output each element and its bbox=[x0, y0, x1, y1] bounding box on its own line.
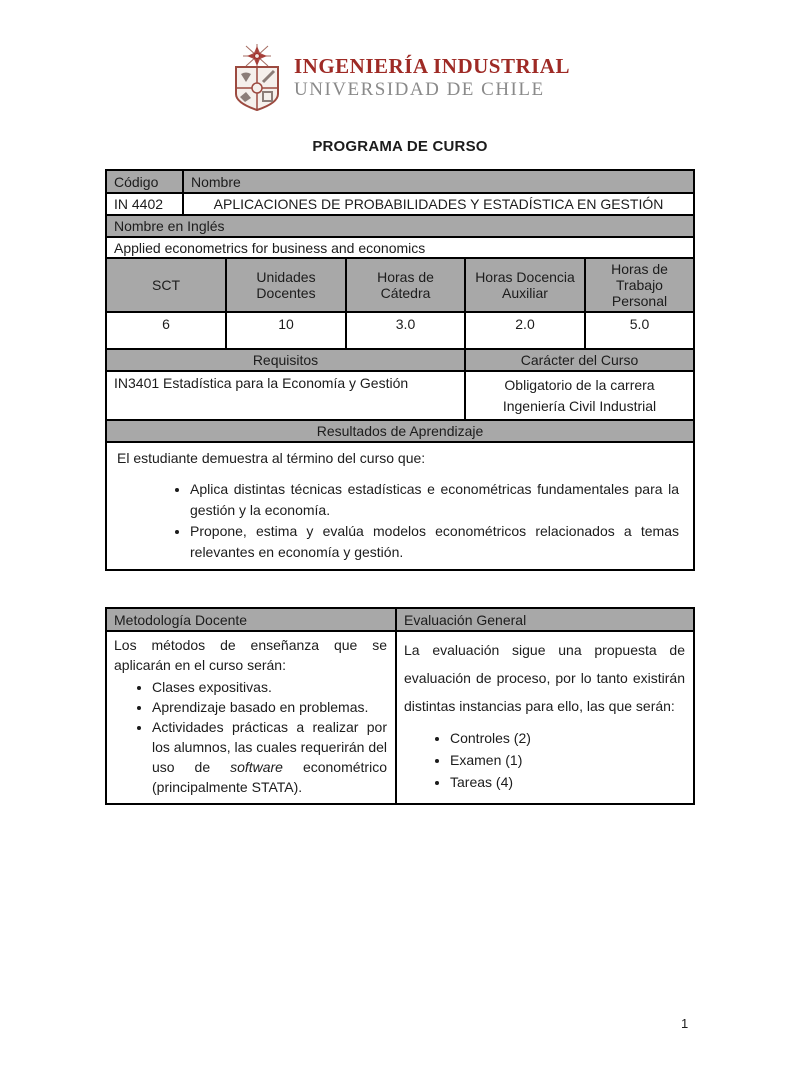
table-row-ingles-value bbox=[107, 236, 693, 257]
metodologia-bullet-list bbox=[114, 677, 387, 797]
methodology-evaluation-table bbox=[105, 607, 695, 805]
page-number: 1 bbox=[681, 1016, 689, 1031]
metodologia-header-cell: Metodología Docente bbox=[114, 611, 248, 628]
unidades-docentes-value-cell: 10 bbox=[225, 313, 345, 348]
codigo-value-cell: IN 4402 bbox=[114, 196, 164, 212]
evaluacion-bullet-item: • Controles (2) bbox=[450, 728, 685, 750]
course-info-table bbox=[105, 169, 695, 571]
table-row-method-content bbox=[107, 630, 693, 803]
nombre-value-cell: APLICACIONES DE PROBABILIDADES Y ESTADÍSTICA EN GESTIÓN bbox=[182, 194, 693, 214]
evaluacion-header-cell: Evaluación General bbox=[395, 609, 693, 630]
caracter-header-cell: Carácter del Curso bbox=[464, 350, 693, 370]
codigo-header-cell: Código bbox=[114, 173, 159, 190]
sct-header-cell: SCT bbox=[152, 277, 180, 294]
university-crest-icon bbox=[230, 44, 284, 112]
table-row-hours-values bbox=[107, 311, 693, 348]
evaluacion-intro: La evaluación sigue una propuesta de evaluación de proceso, por lo tanto existirán distintas instancias para ello, las que serán: bbox=[404, 642, 685, 715]
table-row-requisitos-value bbox=[107, 370, 693, 419]
resultados-content-cell bbox=[107, 443, 693, 569]
table-row-method-header bbox=[107, 609, 693, 630]
table-row-resultados-header bbox=[107, 419, 693, 441]
resultados-bullet-list bbox=[117, 479, 681, 563]
metodologia-intro: Los métodos de enseñanza que se aplicarán en el curso serán: bbox=[114, 637, 387, 674]
requisitos-value-cell: IN3401 Estadística para la Economía y Gestión bbox=[114, 375, 409, 392]
resultados-intro: El estudiante demuestra al término del curso que: bbox=[117, 449, 426, 466]
evaluacion-bullet-list bbox=[404, 728, 685, 793]
nombre-header-cell: Nombre bbox=[182, 171, 693, 192]
nombre-ingles-header-cell: Nombre en Inglés bbox=[114, 218, 225, 234]
evaluacion-bullet-item: • Tareas (4) bbox=[450, 772, 685, 794]
horas-trabajo-personal-value-cell: 5.0 bbox=[584, 313, 693, 348]
evaluacion-bullet-item: • Examen (1) bbox=[450, 750, 685, 772]
horas-catedra-value-cell: 3.0 bbox=[345, 313, 464, 348]
caracter-value-cell: Obligatorio de la carrera Ingeniería Civil Industrial bbox=[464, 372, 693, 419]
table-row-requisitos-header bbox=[107, 348, 693, 370]
table-row-ingles-header bbox=[107, 214, 693, 236]
table-row-codigo-value bbox=[107, 192, 693, 214]
resultados-bullet-item: • Aplica distintas técnicas estadísticas e econométricas fundamentales para la gestión y la economía. bbox=[190, 479, 681, 521]
horas-catedra-header-cell: Horas de Cátedra bbox=[345, 259, 464, 311]
bullet-text-post: econométrico (principalmente STATA). bbox=[152, 758, 387, 795]
logo-subtitle: UNIVERSIDAD DE CHILE bbox=[294, 79, 545, 101]
table-row-resultados-content bbox=[107, 441, 693, 569]
metodologia-content-cell bbox=[107, 632, 395, 803]
resultados-bullet-item: • Propone, estima y evalúa modelos econométricos relacionados a temas relevantes en economía y gestión. bbox=[190, 521, 681, 563]
horas-docencia-auxiliar-value-cell: 2.0 bbox=[464, 313, 584, 348]
logo-title: INGENIERÍA INDUSTRIAL bbox=[294, 54, 570, 78]
requisitos-header-cell: Requisitos bbox=[252, 352, 319, 369]
university-logo-text bbox=[294, 55, 570, 101]
metodologia-bullet-item: • Aprendizaje basado en problemas. bbox=[152, 697, 387, 717]
sct-value-cell: 6 bbox=[162, 316, 170, 333]
metodologia-bullet-item bbox=[152, 717, 387, 797]
document-body bbox=[105, 169, 695, 805]
unidades-docentes-header-cell: Unidades Docentes bbox=[225, 259, 345, 311]
horas-trabajo-personal-header-cell: Horas de Trabajo Personal bbox=[584, 259, 693, 311]
page-title: PROGRAMA DE CURSO bbox=[312, 138, 488, 155]
table-row-codigo-header bbox=[107, 171, 693, 192]
table-row-hours-header bbox=[107, 257, 693, 311]
metodologia-bullet-item: • Clases expositivas. bbox=[152, 677, 387, 697]
bullet-text-pre: Actividades prácticas a realizar por los alumnos, las cuales requerirán del uso de bbox=[152, 718, 388, 775]
bullet-text-italic: software bbox=[230, 758, 283, 775]
nombre-ingles-value-cell: Applied econometrics for business and economics bbox=[114, 239, 426, 256]
horas-docencia-auxiliar-header-cell: Horas Docencia Auxiliar bbox=[464, 259, 584, 311]
university-logo bbox=[0, 44, 800, 112]
evaluacion-content-cell bbox=[395, 632, 693, 803]
resultados-header-cell: Resultados de Aprendizaje bbox=[316, 422, 484, 439]
